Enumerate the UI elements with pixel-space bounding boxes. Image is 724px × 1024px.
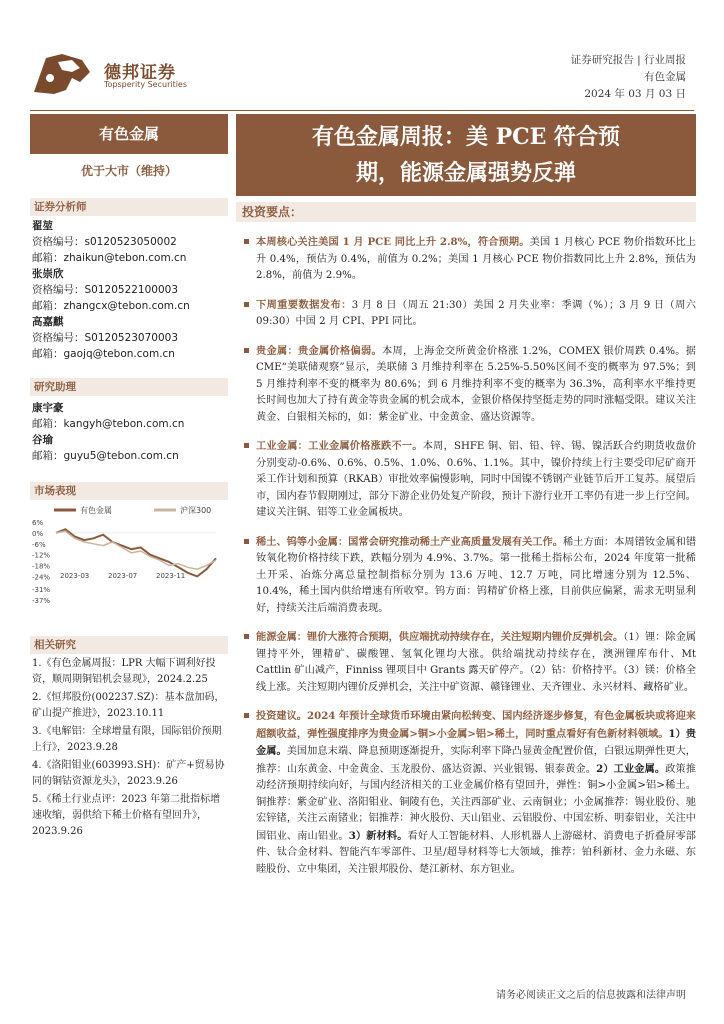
- para-key: 工业金属：工业金属价格涨跌不一。: [256, 440, 423, 452]
- paragraph-industrial-metals: [240, 438, 696, 522]
- assistant-name: 谷瑜: [32, 434, 53, 446]
- paragraph-energy-metals: [240, 629, 696, 696]
- report-title: [236, 114, 696, 196]
- sector-tag: 有色金属: [644, 71, 686, 83]
- analyst-name: 翟堃: [32, 220, 53, 232]
- analysts-heading: 证券分析师: [30, 198, 228, 216]
- para-text: 本周，上海金交所黄金价格涨 1.2%，COMEX 银价周跌 0.4%。据 CME“美联储观察”显示，美联储 3 月维持利率在 5.25%-5.50%区间不变的概率为 97.5%；到 5 月维持利率不变的概率为 80.6%；到 6 月维持利率不变的概率为 36.3%，高利率水平维持更长时间也加大了持有黄金等贵金属的机会成本，金银价格保持坚挺走势的同时涨幅受限。建议关注黄金、白银相关标的，如：紫金矿业、中金黄金、盛达资源等。: [256, 345, 696, 423]
- cert-label: 资格编号：: [32, 284, 85, 296]
- series-line: [56, 529, 216, 576]
- y-tick-label: -24%: [32, 573, 51, 582]
- x-tick-label: 2023-11: [156, 572, 186, 580]
- y-tick-label: -6%: [32, 540, 46, 549]
- assistants-heading: 研究助理: [30, 378, 228, 396]
- mail-label: 邮箱：: [32, 300, 64, 312]
- title-line-2: 期，能源金属强势反弹: [355, 160, 576, 186]
- para-key: 投资建议。2024 年预计全球货币环境由紧向松转变、国内经济逐步修复，有色金属板块或将迎来超额收益，弹性强度排序为贵金属>铜>小金属>铝>稀土，同时重点看好有色新材料领域。: [256, 710, 696, 740]
- analyst-email[interactable]: zhaikun@tebon.com.cn: [63, 252, 187, 264]
- para-key: 下周重要数据发布：: [256, 298, 352, 311]
- mail-label: 邮箱：: [32, 450, 64, 462]
- assistant-email[interactable]: kangyh@tebon.com.cn: [63, 418, 185, 430]
- para-sub-key: 1）贵金属。: [256, 727, 697, 757]
- paragraph-pce: [240, 234, 696, 285]
- cert-number: S0120523070003: [84, 332, 179, 344]
- para-sub-key: 3）新材料。: [348, 829, 408, 842]
- market-performance-chart: [30, 500, 228, 608]
- sector-label: 有色金属: [30, 114, 228, 154]
- assistant-item: [32, 400, 228, 432]
- legend-label: 有色金属: [80, 506, 112, 515]
- para-text: 美国加息末端、降息预期逐渐提升，实际利率下降凸显黄金配置价值，白银远期弹性更大，推荐：山东黄金、中金黄金、玉龙股份、盛达资源、兴业银锡、银泰黄金。: [256, 746, 696, 775]
- y-tick-label: 6%: [32, 519, 44, 527]
- para-text: 本周，SHFE 铜、铝、铅、锌、锡、镍活跃合约期货收盘价分别变动-0.6%、0.6%、0.5%、1.0%、0.6%、1.1%。其中，镍价持续上行主要受印尼矿商开采工作计划和预算（RKAB）审批效率偏慢影响，同时中国镍不锈钢产业链节后开工复苏。展望后市，国内春节假期刚过，部分下游企业仍处复产阶段，预计下游行业开工率仍有进一步上行空间。建议关注铜、铝等工业金属板块。: [256, 441, 697, 518]
- para-text: （1）锂：除金属锂持平外，锂精矿、碳酸锂、氢氧化锂均大涨。供给端扰动持续存在，澳洲锂库布什、Mt Cattlin 矿山减产，Finniss 锂项目中 Grants 露天矿停产。（2）钴：价格持平。（3）镁：价格全线上涨。关注短期内锂价反弹机会，关注中矿资源、赣锋锂业、天齐锂业、永兴材料、藏格矿业。: [256, 632, 697, 693]
- assistant-email[interactable]: guyu5@tebon.com.cn: [63, 450, 179, 462]
- related-item[interactable]: 1.《有色金属周报：LPR 大幅下调利好投资，顺周期铜铝机会显现》，2024.2.25: [32, 658, 216, 685]
- para-text: 美国 1 月核心 PCE 物价指数环比上升 0.4%，预估为 0.4%，前值为 0.2%；美国 1 月核心 PCE 物价指数同比上升 2.8%，预估为 2.8%，前值为 2.9%。: [256, 237, 696, 281]
- report-type: 证券研究报告 | 行业周报: [570, 54, 686, 66]
- related-heading: 相关研究: [30, 636, 228, 654]
- brand-name-cn: 德邦证券: [104, 63, 176, 83]
- y-tick-label: -31%: [32, 586, 51, 595]
- points-heading: 投资要点：: [236, 202, 696, 222]
- report-date: 2024 年 03 月 03 日: [584, 88, 686, 100]
- title-line-1: 有色金属周报：美 PCE 符合预: [311, 124, 621, 150]
- paragraph-precious-metals: [240, 343, 696, 427]
- x-tick-label: 2023-03: [60, 572, 90, 580]
- cert-label: 资格编号：: [32, 236, 85, 248]
- para-key: 稀土、钨等小金属：国常会研究推动稀土产业高质量发展有关工作。: [256, 535, 564, 548]
- related-item[interactable]: 2.《恒邦股份(002237.SZ)：基本盘加码，矿山提产推进》，2023.10.11: [32, 692, 225, 719]
- legend-label: 沪深300: [180, 506, 212, 515]
- cert-number: s0120523050002: [84, 236, 177, 248]
- series-line: [56, 531, 216, 569]
- related-item[interactable]: 3.《电解铝：全球增量有限，国际铝价预期上行》，2023.9.28: [32, 726, 222, 753]
- analyst-item: [32, 314, 228, 362]
- header-meta: [571, 52, 686, 103]
- market-heading: 市场表现: [30, 482, 228, 500]
- analyst-email[interactable]: zhangcx@tebon.com.cn: [63, 300, 190, 312]
- paragraph-data-release: [240, 297, 696, 331]
- analyst-item: [32, 218, 228, 266]
- related-item[interactable]: 5.《稀土行业点评：2023 年第二批指标增速收缩，弱供给下稀土价格有望回升》，2023.9.26: [32, 794, 221, 837]
- x-tick-label: 2023-07: [108, 572, 138, 580]
- cert-number: S0120522100003: [84, 284, 179, 296]
- paragraph-rare-earth: [240, 534, 696, 618]
- analyst-item: [32, 266, 228, 314]
- assistant-name: 康宇豪: [32, 402, 64, 414]
- para-key: 本周核心关注美国 1 月 PCE 同比上升 2.8%，符合预期。: [256, 236, 530, 248]
- assistant-item: [32, 432, 228, 464]
- paragraph-investment-advice: [240, 708, 696, 878]
- y-tick-label: -37%: [32, 597, 51, 605]
- mail-label: 邮箱：: [32, 348, 64, 360]
- mail-label: 邮箱：: [32, 252, 64, 264]
- mail-label: 邮箱：: [32, 418, 64, 430]
- analyst-name: 高嘉麒: [32, 316, 64, 328]
- y-tick-label: -12%: [32, 551, 51, 560]
- rating-label: 优于大市（维持）: [80, 164, 177, 178]
- y-tick-label: 0%: [32, 529, 44, 538]
- assistant-list: [32, 400, 228, 464]
- brand-name-en: Topsperity Securities: [104, 80, 188, 89]
- related-research-list: [32, 656, 228, 842]
- report-body: [240, 234, 696, 890]
- para-sub-key: 2）工业金属。: [596, 762, 666, 775]
- analyst-list: [32, 218, 228, 362]
- para-key: 贵金属：贵金属价格偏弱。: [256, 344, 382, 357]
- para-text: 3 月 8 日（周五 21:30）美国 2 月失业率：季调（%）；3 月 9 日（周六 09:30）中国 2 月 CPI、PPI 同比。: [256, 299, 696, 327]
- y-tick-label: -18%: [32, 562, 51, 571]
- para-text: 稀土方面：本周镨钕金属和镨钕氧化物价格持续下跌，跌幅分别为 4.9%、3.7%。第一批稀土指标公布，2024 年度第一批稀土开采、冶炼分离总量控制指标分别为 13.6 万吨、12.7 万吨，同比增速分别为 12.5%、10.4%，稀土国内供给增速有所收窄。钨方面：钨精矿价格上涨，目前供应偏紧，需求无明显利好，持续关注后端消费表现。: [256, 536, 697, 614]
- header-divider: [30, 110, 694, 111]
- para-text: 政策推动经济预期持续向好，与国内经济相关的工业金属价格有望回升，弹性：铜>小金属>铝>稀土。铜推荐：紫金矿业、洛阳钼业、铜陵有色，关注西部矿业、云南铜业；小金属推荐：锡业股份、驰宏锌锗，关注云南锗业；铝推荐：神火股份、天山铝业、云铝股份、中国宏桥、明泰铝业，关注中国铝业、南山铝业。: [256, 763, 697, 842]
- footer-disclaimer: 请务必阅读正文之后的信息披露和法律声明: [496, 990, 686, 1001]
- brand-logo-icon: [32, 52, 92, 96]
- para-text: 看好人工智能材料、人形机器人上游磁材、消费电子折叠屏零部件、钛合金材料、智能汽车零部件、卫星/超导材料等七大领域，推荐：铂科新材、金力永磁、东睦股份、立中集团，关注银邦股份、楚江新材、东方钽业。: [256, 830, 696, 875]
- analyst-name: 张崇欣: [32, 268, 64, 280]
- cert-label: 资格编号：: [32, 332, 85, 344]
- related-item[interactable]: 4.《洛阳钼业(603993.SH)：矿产+贸易协同的铜钴资源龙头》，2023.9.26: [32, 760, 225, 787]
- analyst-email[interactable]: gaojq@tebon.com.cn: [63, 348, 175, 360]
- para-key: 能源金属：锂价大涨符合预期，供应端扰动持续存在，关注短期内锂价反弹机会。: [256, 631, 624, 643]
